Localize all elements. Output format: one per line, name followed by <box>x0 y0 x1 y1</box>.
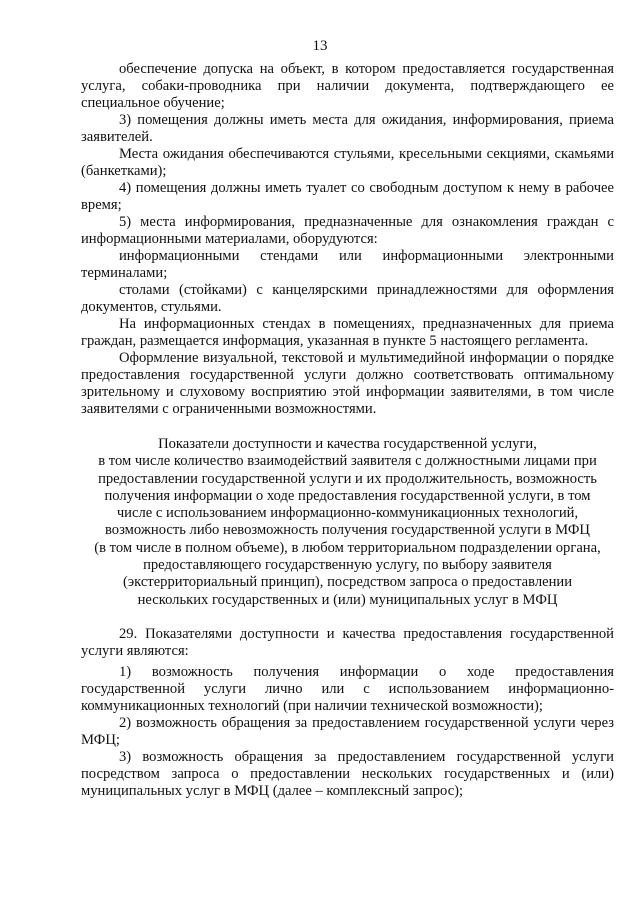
paragraph: Оформление визуальной, текстовой и мультимедийной информации о порядке предоставления государственной услуги должно соответствовать оптимальному зрительному и слуховому восприятию этой информации заявителями, в том числе заявителями с ограниченными возможностями. <box>81 350 614 417</box>
paragraph: обеспечение допуска на объект, в котором предоставляется государственная услуга, собаки-проводника при наличии документа, подтверждающего ее специальное обучение; <box>81 61 614 111</box>
paragraph: 1) возможность получения информации о ходе предоставления государственной услуги лично или с использованием информационно-коммуникационных технологий (при наличии технической возможности); <box>81 663 614 714</box>
paragraph: информационными стендами или информационными электронными терминалами; <box>81 248 614 281</box>
paragraph: столами (стойками) с канцелярскими принадлежностями для оформления документов, стульями. <box>81 282 614 315</box>
heading-line: в том числе количество взаимодействий заявителя с должностными лицами при <box>98 453 597 470</box>
paragraph: 3) помещения должны иметь места для ожидания, информирования, приема заявителей. <box>81 112 614 145</box>
section-heading <box>81 436 614 609</box>
paragraph: На информационных стендах в помещениях, предназначенных для приема граждан, размещается информация, указанная в пункте 5 настоящего регламента. <box>81 316 614 349</box>
heading-line: получения информации о ходе предоставления государственной услуги, в том <box>104 487 591 504</box>
page-number: 13 <box>312 38 328 54</box>
heading-line: предоставлении государственной услуги и их продолжительность, возможность <box>98 470 597 487</box>
paragraph: 4) помещения должны иметь туалет со свободным доступом к нему в рабочее время; <box>81 180 614 213</box>
heading-line: (экстерриториальный принцип), посредством запроса о предоставлении <box>122 574 573 591</box>
section-top <box>81 61 614 418</box>
paragraph: 3) возможность обращения за предоставлением государственной услуги посредством запроса о предоставлении нескольких государственных и (или) муниципальных услуг в МФЦ (далее – комплексный запрос); <box>81 748 614 799</box>
heading-line: нескольких государственных и (или) муниципальных услуг в МФЦ <box>137 591 558 608</box>
heading-line: возможность либо невозможность получения государственной услуги в МФЦ <box>105 522 590 539</box>
paragraph: 5) места информирования, предназначенные для ознакомления граждан с информационными материалами, оборудуются: <box>81 214 614 247</box>
section-bottom <box>81 626 614 800</box>
heading-line: Показатели доступности и качества государственной услуги, <box>158 436 537 452</box>
paragraph: Места ожидания обеспечиваются стульями, кресельными секциями, скамьями (банкетками); <box>81 146 614 179</box>
paragraph: 29. Показателями доступности и качества предоставления государственной услуги являются: <box>81 625 614 659</box>
document-body <box>81 61 614 800</box>
heading-line: предоставляющего государственную услугу, по выбору заявителя <box>143 557 552 574</box>
paragraph: 2) возможность обращения за предоставлением государственной услуги через МФЦ; <box>81 714 614 748</box>
heading-line: (в том числе в полном объеме), в любом территориальном подразделении органа, <box>94 539 601 556</box>
heading-line: числе с использованием информационно-коммуникационных технологий, <box>116 505 579 522</box>
